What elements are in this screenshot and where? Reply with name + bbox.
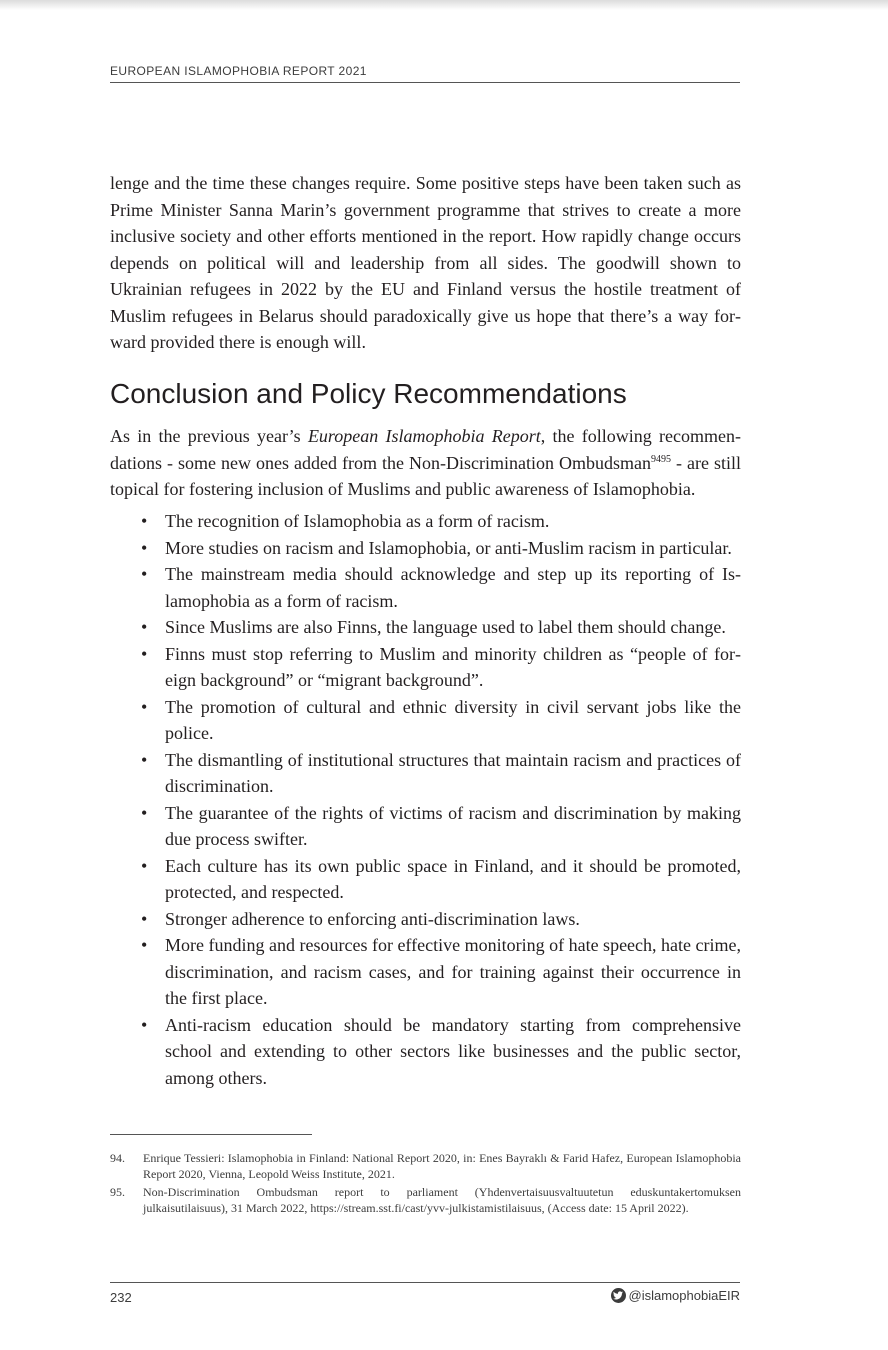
bullet-icon: • (141, 643, 148, 664)
intro-text-part1: As in the previous year’s (110, 426, 308, 446)
report-title: European Islamophobia Report (307, 426, 541, 446)
recommendation-text: More studies on racism and Islamophobia, or anti-Muslim racism in particular. (165, 537, 732, 558)
intro-text-part2: , the following recommendations - some new ones added from the Non-Discrimination Ombudsman (110, 426, 742, 473)
bullet-icon: • (141, 1014, 148, 1035)
intro-text-part3: - are still topical for fostering inclusion of Muslims and public awareness of Islamophobia. (110, 452, 741, 499)
footnote-number: 95. (110, 1185, 125, 1199)
recommendation-text: Each culture has its own public space in Finland, and it should be promoted, protected, and respected. (165, 855, 741, 902)
bullet-icon: • (141, 802, 148, 823)
recommendation-text: The dismantling of institutional structures that maintain racism and practices of discrimination. (165, 749, 741, 796)
bullet-icon: • (141, 696, 148, 717)
recommendation-text: The guarantee of the rights of victims of racism and discrimination by making due process swifter. (165, 802, 741, 849)
twitter-icon (611, 1288, 626, 1303)
footnote-94 (110, 1150, 741, 1182)
bullet-icon: • (141, 908, 148, 929)
footnote-number: 94. (110, 1151, 125, 1165)
footnotes (110, 1150, 741, 1218)
section-heading: Conclusion and Policy Recommendations (110, 378, 627, 409)
recommendation-text: Anti-racism education should be mandatory starting from comprehensive school and extending to other sectors like businesses and the public sector, among others. (165, 1014, 741, 1088)
recommendation-text: More funding and resources for effective monitoring of hate speech, hate crime, discrimination, and racism cases, and for training against their occurrence in the first place. (165, 935, 741, 1008)
footnote-ref-94[interactable]: 94 (650, 453, 661, 465)
recommendation-text: Finns must stop referring to Muslim and minority children as “people of foreign background” or “migrant background”. (165, 643, 741, 690)
page-number: 232 (110, 1290, 132, 1305)
running-header: EUROPEAN ISLAMOPHOBIA REPORT 2021 (110, 64, 740, 83)
list-item (110, 800, 741, 853)
recommendation-text: The mainstream media should acknowledge and step up its reporting of Islamophobia as a form of racism. (165, 564, 741, 611)
list-item (110, 508, 741, 535)
footer-social-handle[interactable] (611, 1288, 740, 1303)
footnote-divider (110, 1134, 312, 1135)
footnote-95 (110, 1184, 741, 1216)
recommendation-text: The promotion of cultural and ethnic diversity in civil servant jobs like the police. (165, 696, 741, 743)
list-item (110, 853, 741, 906)
list-item (110, 1012, 741, 1092)
list-item (110, 561, 741, 614)
bullet-icon: • (141, 855, 148, 876)
list-item (110, 906, 741, 933)
list-item (110, 614, 741, 641)
list-item (110, 641, 741, 694)
footnote-text[interactable]: Non-Discrimination Ombudsman report to parliament (Yhdenvertaisuusvaltuutetun eduskuntakertomuksen julkaisutilaisuus), 31 March 2022, https://stream.sst.fi/cast/yvv-julkistamistilaisuus, (Access date: 15 April 2022). (143, 1185, 741, 1215)
footer-divider (110, 1282, 740, 1283)
list-item (110, 932, 741, 1012)
bullet-icon: • (141, 935, 148, 955)
list-item (110, 694, 741, 747)
bullet-icon: • (141, 564, 148, 584)
list-item (110, 535, 741, 562)
bullet-icon: • (141, 617, 148, 637)
recommendation-text: Since Muslims are also Finns, the language used to label them should change. (165, 617, 726, 637)
twitter-handle[interactable]: @islamophobiaEIR (628, 1288, 740, 1303)
list-item (110, 747, 741, 800)
bullet-icon: • (141, 511, 148, 531)
footnote-ref-95[interactable]: 95 (660, 453, 671, 465)
recommendation-text: The recognition of Islamophobia as a form of racism. (165, 511, 550, 531)
recommendations-intro (110, 423, 741, 503)
footnote-text: Enrique Tessieri: Islamophobia in Finland: National Report 2020, in: Enes Bayraklı & Farid Hafez, European Islamophobia Report 2020, Vienna, Leopold Weiss Institute, 2021. (143, 1151, 741, 1181)
page-top-shadow (0, 0, 888, 10)
bullet-icon: • (141, 749, 148, 770)
intro-paragraph: lenge and the time these changes require. Some positive steps have been taken such as Prime Minister Sanna Marin’s government programme that strives to create a more inclusive society and other efforts mentioned in the report. How rapidly change occurs depends on political will and leadership from all sides. The goodwill shown to Ukrainian refugees in 2022 by the EU and Finland versus the hostile treatment of Muslim refugees in Belarus should paradoxically give us hope that there’s a way forward provided there is enough will. (110, 173, 741, 352)
bullet-icon: • (141, 537, 148, 558)
recommendation-text: Stronger adherence to enforcing anti-discrimination laws. (165, 908, 580, 929)
recommendations-list (110, 508, 741, 1091)
